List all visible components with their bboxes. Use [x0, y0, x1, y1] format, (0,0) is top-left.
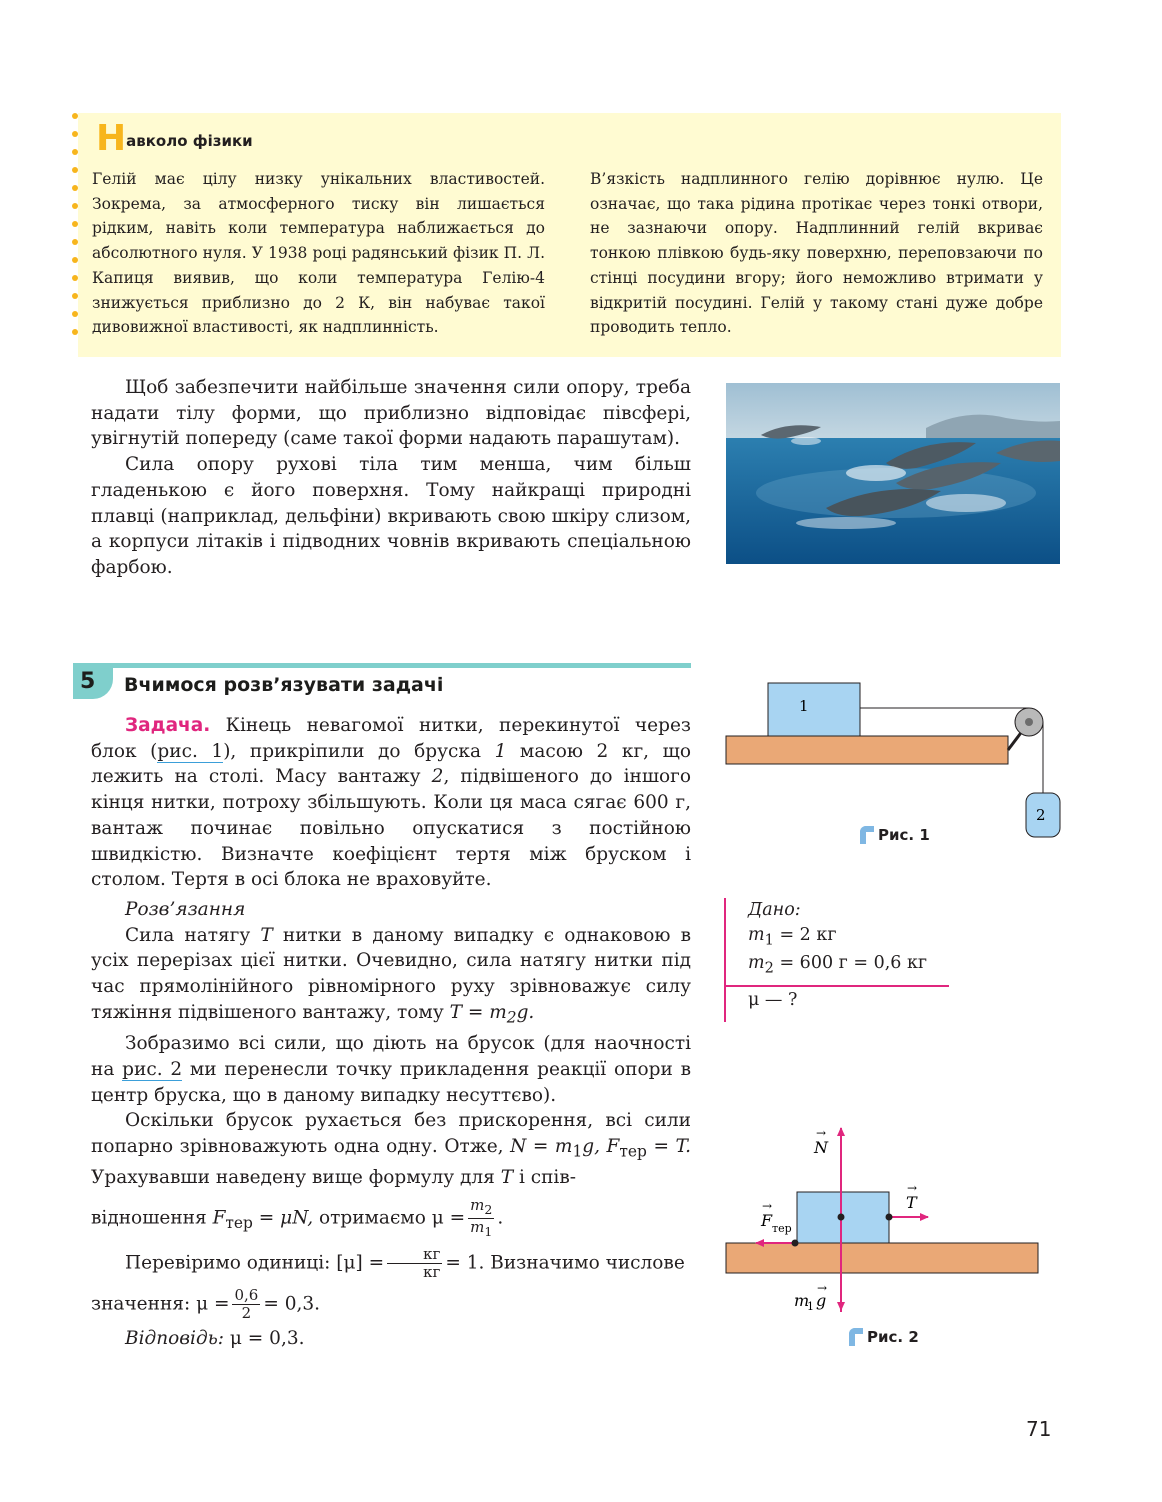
- given-m1: $m_1 = 2$ кг: [748, 925, 837, 949]
- force-F-label: F: [761, 1211, 773, 1230]
- svg-text:→: →: [816, 1126, 827, 1140]
- given-m2: $m_2 = 600$ г = 0,6 кг: [748, 953, 928, 977]
- box-title-rest: авколо фізики: [126, 132, 253, 150]
- figure-2: [724, 1120, 1044, 1320]
- answer-value: μ = 0,3.: [224, 1328, 305, 1350]
- force-F-sub: тер: [772, 1222, 792, 1235]
- caption-mark-icon: [860, 826, 874, 844]
- svg-text:→: →: [817, 1281, 828, 1295]
- box-column-right: В’язкість надплинного гелію дорівнює нулю. Це означає, що така рідина протікає через тонкі отвори, не зазнаючи опору. Надплинний гелій вкриває тонкою плівкою будь-яку поверхню, переповзаючи по стінці посудини вгору; його неможливо втримати у відкритій посудині. Гелій у такому стані дуже добре проводить тепло.: [590, 170, 1043, 337]
- paragraph: Сила опору рухові тіла тим менша, чим більш гладенькою є його поверхня. Тому найкращі природні плавці (наприклад, дельфіни) вкривають свою шкіру слизом, а корпуси літаків і підводних човнів вкривають спеціальною фарбою.: [91, 454, 691, 578]
- solution-heading: Розв’язання: [125, 899, 246, 920]
- force-T-label: T: [906, 1193, 917, 1212]
- figure-2-caption: Рис. 2: [849, 1328, 919, 1346]
- given-find: μ — ?: [748, 990, 798, 1010]
- weight-2-label: 2: [1036, 806, 1046, 824]
- gravity-sub: 1: [807, 1300, 814, 1313]
- section-rule: [103, 663, 691, 668]
- given-block: [726, 898, 951, 1023]
- section-title: Вчимося розв’язувати задачі: [124, 674, 444, 696]
- dotted-border: [72, 113, 82, 333]
- problem-label: Задача.: [125, 715, 211, 736]
- figure-1: [724, 680, 1064, 840]
- block-1-label: 1: [799, 697, 809, 715]
- figure-1-caption: Рис. 1: [860, 826, 930, 844]
- gravity-m-label: m: [794, 1291, 810, 1310]
- dolphins-photo: [726, 383, 1060, 564]
- svg-text:→: →: [907, 1181, 918, 1195]
- section-number: 5: [80, 669, 96, 694]
- gravity-g-label: g: [816, 1291, 827, 1310]
- problem-text: Задача. Кінець невагомої нитки, перекинутої через блок (рис. 1), прикріпили до бруска 1 масою 2 кг, що лежить на столі. Масу вантажу 2, підвішеного до іншого кінця нитки, потроху збільшують. Коли ця маса сягає 600 г, вантаж починає повільно опускатися з постійною швидкістю. Визначте коефіцієнт тертя між бруском і столом. Тертя в осі блока не враховуйте.: [91, 715, 691, 891]
- svg-text:→: →: [762, 1199, 773, 1213]
- given-title: Дано:: [748, 900, 801, 920]
- text-block: [91, 375, 691, 581]
- box-title: [96, 118, 253, 159]
- page-number: 71: [1026, 1417, 1052, 1441]
- fig2-link[interactable]: рис. 2: [122, 1058, 183, 1080]
- paragraph: Щоб забезпечити найбільше значення сили опору, треба надати тілу форми, що приблизно відповідає півсфері, увігнутій попереду (саме такої форми надають парашутам).: [91, 377, 691, 450]
- fig1-link[interactable]: рис. 1: [157, 740, 224, 762]
- box-column-left: Гелій має цілу низку унікальних властивостей. Зокрема, за атмосферного тиску він лишається рідким, навіть коли температура наближається до абсолютного нуля. У 1938 році радянський фізик П. Л. Капиця виявив, що коли температура Гелію-4 знижується приблизно до 2 К, він набуває такої дивовижної властивості, як надплинність.: [92, 170, 545, 337]
- box-title-letter: Н: [96, 118, 127, 159]
- caption-mark-icon: [849, 1328, 863, 1346]
- answer-label: Відповідь:: [125, 1328, 225, 1350]
- force-N-label: N: [814, 1138, 828, 1157]
- solution-text: Розв’язання Сила натягу T нитки в даному випадку є однаковою в усіх перерізах цієї нитки. Очевидно, сила натягу нитки під час прямолінійного рівномірного руху зрівноважує силу тяжіння підвішеного вантажу, тому $T = m_2g$. Зобразимо всі сили, що діють на брусок (для наочності на рис. 2 ми перенесли точку прикладення реакції опори в центр бруска, що в даному випадку несуттєво). Оскільки брусок рухається без прискорення, всі сили попарно зрівноважують одна одну. Отже, $N = m_1g$, $F_{тер} = T$. Урахувавши наведену вище формулу для T і спів- відношення $F_{тер} = \mu N$, отримаємо μ = $\frac{m_2}{m_1}$ . Перевіримо одиниці: [μ] = $\frac{кг}{кг}$ = 1. Визначимо числове значення: μ = $\frac{0,6}{2}$ = 0,3. Відповідь: μ = 0,3.: [91, 899, 692, 1350]
